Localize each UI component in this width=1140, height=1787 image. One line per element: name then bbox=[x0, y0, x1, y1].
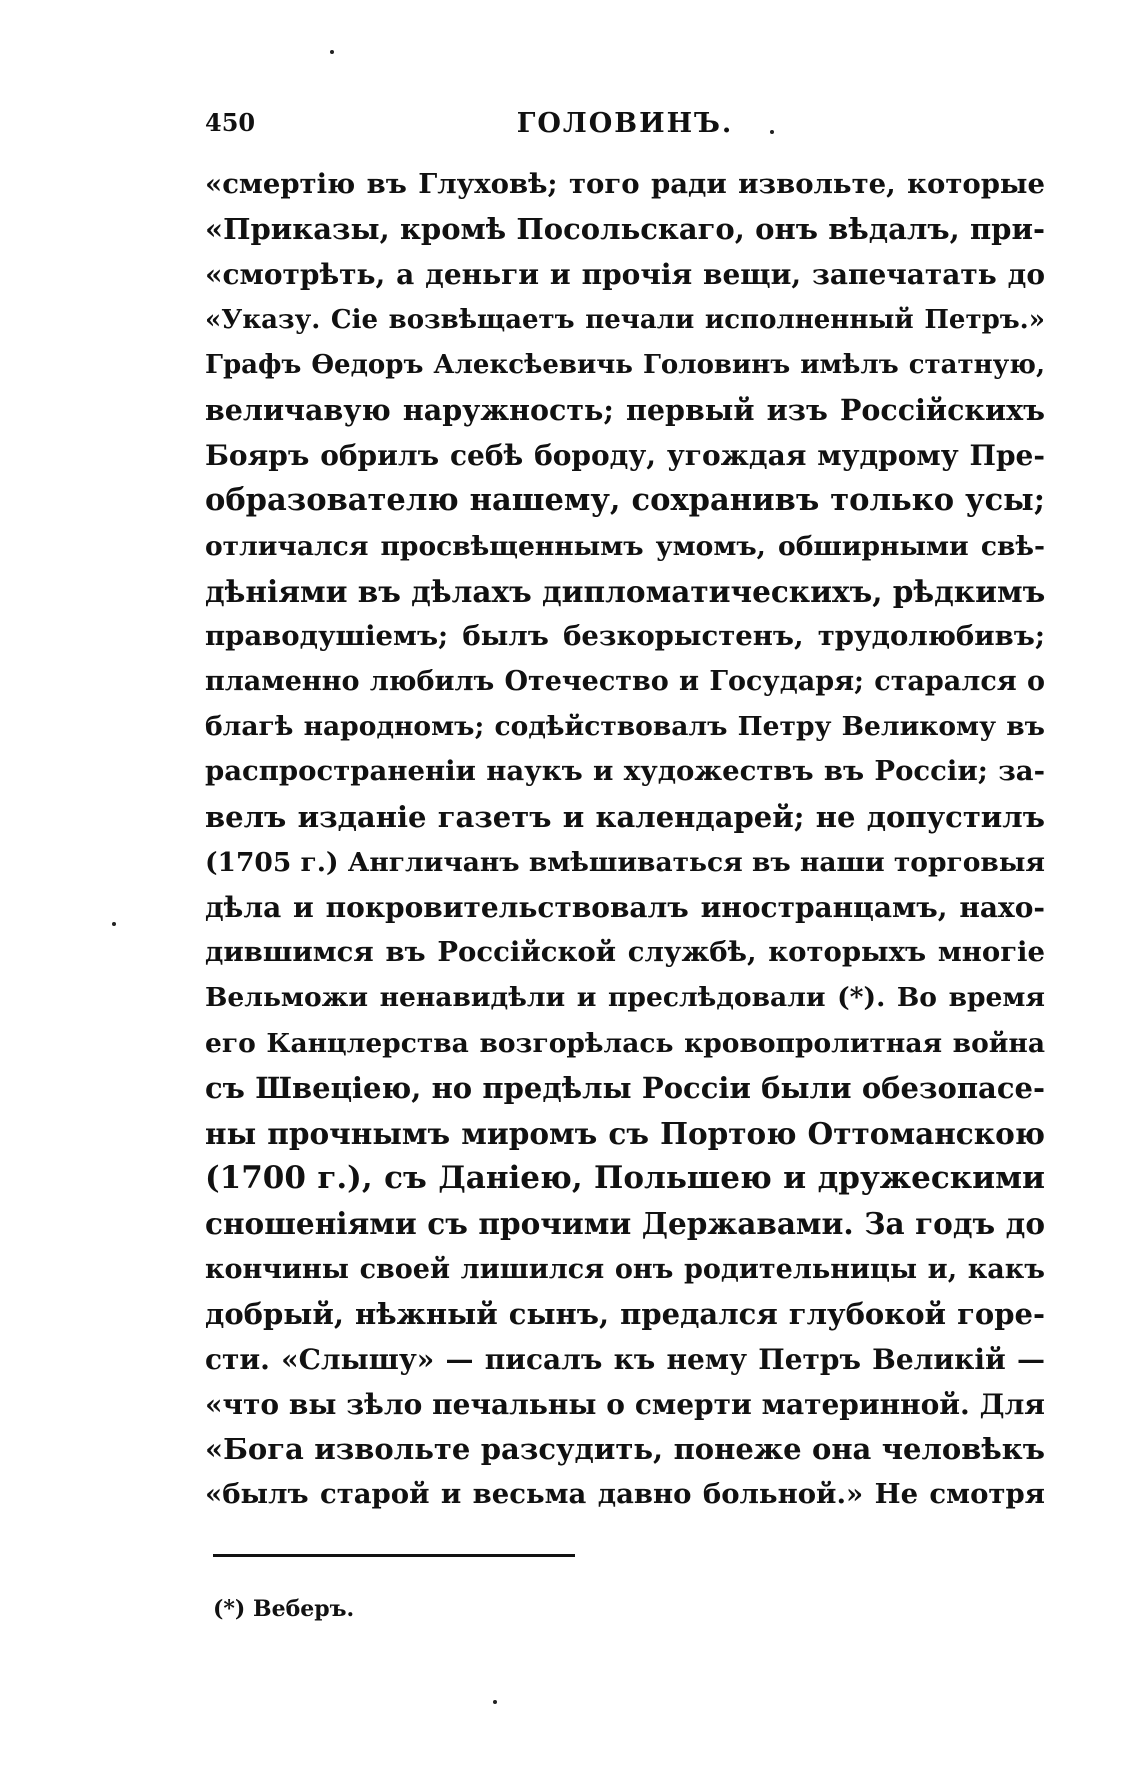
text-line: добрый, нѣжный сынъ, предался глубокой горе- bbox=[205, 1296, 1045, 1331]
text-line: благѣ народномъ; содѣйствовалъ Петру Великому въ bbox=[205, 711, 1045, 743]
text-line: дѣла и покровительствовалъ иностранцамъ, нахо- bbox=[205, 891, 1045, 924]
running-head: ГОЛОВИНЪ. bbox=[516, 108, 734, 139]
footnote-rule bbox=[213, 1554, 575, 1557]
text-line: распространеніи наукъ и художествъ въ Россіи; за- bbox=[205, 755, 1045, 788]
text-line: съ Швеціею, но предѣлы Россіи были обезопасе- bbox=[205, 1070, 1045, 1105]
text-line: «Указу. Сіе возвѣщаетъ печали исполненный Петръ.» bbox=[205, 304, 1045, 335]
text-line: «Бога извольте разсудить, понеже она человѣкъ bbox=[205, 1432, 1045, 1467]
scan-speck bbox=[770, 130, 774, 134]
text-line: (1705 г.) Англичанъ вмѣшиваться въ наши торговыя bbox=[205, 846, 1045, 878]
scan-speck bbox=[493, 1700, 497, 1704]
text-line: Бояръ обрилъ себѣ бороду, угождая мудрому Пре- bbox=[205, 439, 1045, 473]
text-line: Вельможи ненавидѣли и преслѣдовали (*). Во время bbox=[205, 982, 1045, 1014]
scan-speck bbox=[112, 922, 116, 926]
text-line: «смотрѣть, а деньги и прочія вещи, запечатать до bbox=[205, 258, 1045, 292]
text-line: пламенно любилъ Отечество и Государя; старался о bbox=[205, 666, 1045, 698]
text-line: величавую наружность; первый изъ Россійскихъ bbox=[205, 392, 1045, 427]
text-line: «что вы зѣло печальны о смерти материнной. Для bbox=[205, 1388, 1045, 1422]
text-line: кончины своей лишился онъ родительницы и, какъ bbox=[205, 1253, 1045, 1285]
text-line: ны прочнымъ миромъ съ Портою Оттоманскою bbox=[205, 1115, 1045, 1151]
text-line: его Канцлерства возгорѣлась кровопролитная война bbox=[205, 1027, 1045, 1059]
scan-speck bbox=[330, 50, 334, 54]
text-line: сти. «Слышу» — писалъ къ нему Петръ Великій — bbox=[205, 1342, 1045, 1376]
text-line: дѣніями въ дѣлахъ дипломатическихъ, рѣдкимъ bbox=[205, 573, 1045, 609]
text-line: праводушіемъ; былъ безкорыстенъ, трудолюбивъ; bbox=[205, 619, 1045, 652]
text-line: «былъ старой и весьма давно больной.» Не смотря bbox=[205, 1478, 1045, 1511]
page-number: 450 bbox=[205, 108, 256, 137]
footnote: (*) Веберъ. bbox=[213, 1596, 355, 1622]
text-line: велъ изданіе газетъ и календарей; не допустилъ bbox=[205, 799, 1045, 834]
body-text bbox=[205, 162, 1045, 1518]
text-line: сношеніями съ прочими Державами. За годъ до bbox=[205, 1206, 1045, 1242]
text-line: «Приказы, кромѣ Посольскаго, онъ вѣдалъ, при- bbox=[205, 212, 1045, 247]
page-header bbox=[205, 108, 1045, 148]
text-line: образователю нашему, сохранивъ только усы; bbox=[205, 482, 1045, 519]
text-line: отличался просвѣщеннымъ умомъ, обширными свѣ- bbox=[205, 530, 1045, 562]
text-line: (1700 г.), съ Даніею, Польшею и дружескими bbox=[205, 1160, 1045, 1197]
text-line: дившимся въ Россійской службѣ, которыхъ многіе bbox=[205, 936, 1045, 969]
text-line: «смертію въ Глуховѣ; того ради извольте, которые bbox=[205, 168, 1045, 200]
text-line: Графъ Ѳедоръ Алексѣевичь Головинъ имѣлъ статную, bbox=[205, 349, 1045, 380]
